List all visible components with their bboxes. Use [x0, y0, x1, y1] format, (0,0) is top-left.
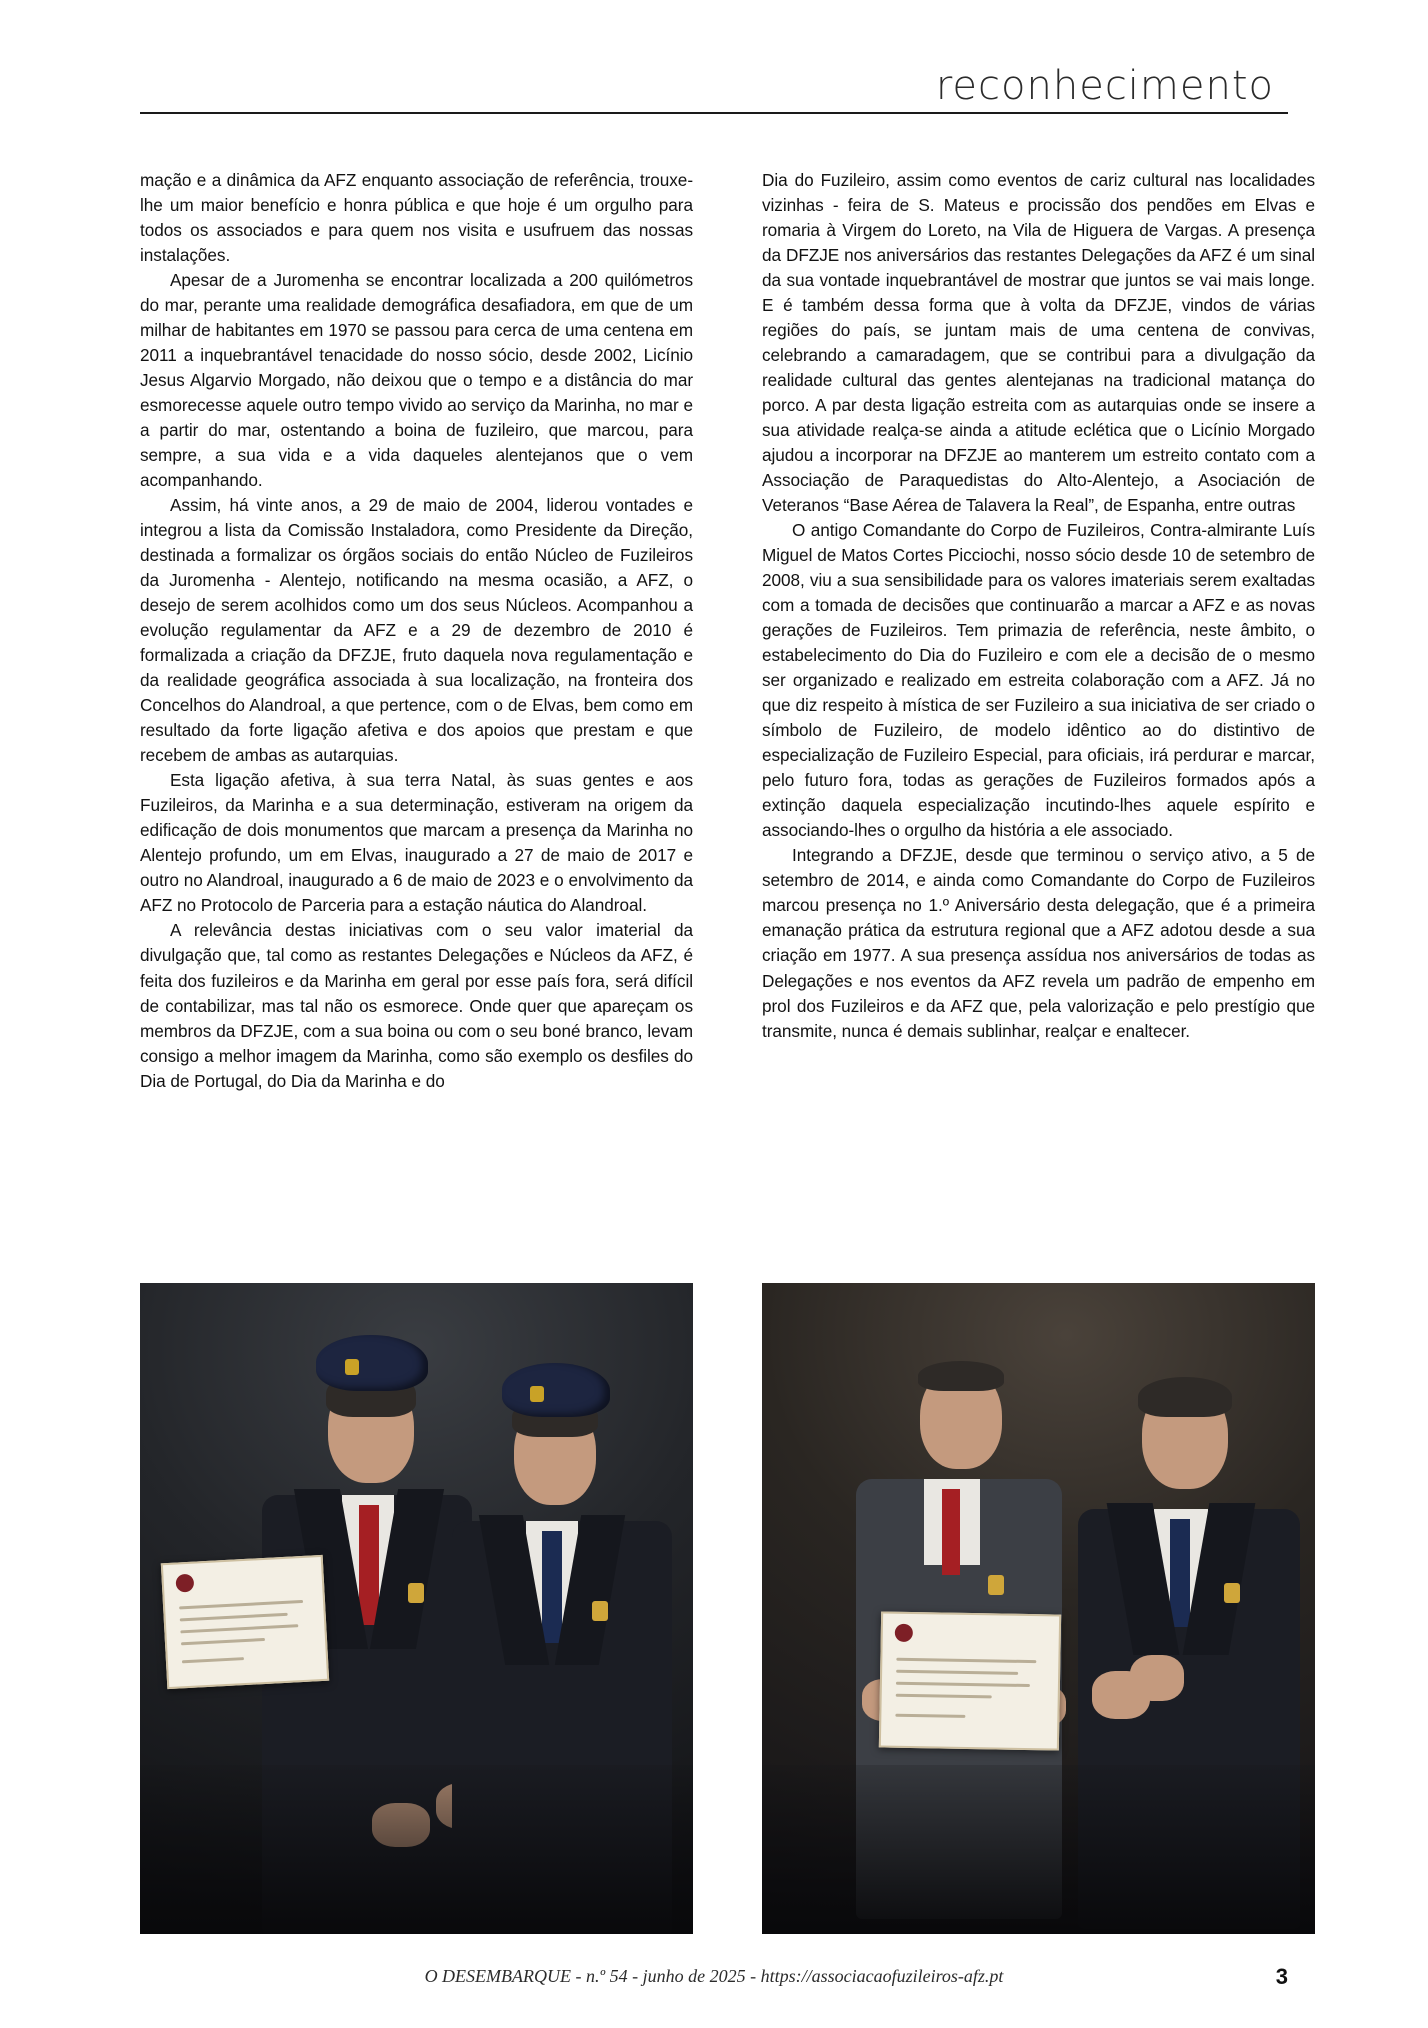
- body-column-left: [140, 168, 693, 1094]
- footer-publication-info: O DESEMBARQUE - n.º 54 - junho de 2025 - https://associacaofuzileiros-afz.pt: [424, 1966, 1004, 1986]
- paragraph: Esta ligação afetiva, à sua terra Natal, às suas gentes e aos Fuzileiros, da Marinha e a sua determinação, estiveram na origem da edificação de dois monumentos que marcam a presença da Marinha no Alentejo profundo, um em Elvas, inaugurado a 27 de maio de 2017 e outro no Alandroal, inaugurado a 6 de maio de 2023 e o envolvimento da AFZ no Protocolo de Parceria para a estação náutica do Alandroal.: [140, 770, 693, 916]
- photo-left: [140, 1283, 693, 1934]
- paragraph: Assim, há vinte anos, a 29 de maio de 2004, liderou vontades e integrou a lista da Comissão Instaladora, como Presidente da Direção, destinada a formalizar os órgãos sociais do então Núcleo de Fuzileiros da Juromenha - Alentejo, notificando na mesma ocasião, a AFZ, o desejo de serem acolhidos como um dos seus Núcleos. Acompanhou a evolução regulamentar da AFZ e a 29 de dezembro de 2010 é formalizada a criação da DFZJE, fruto daquela nova regulamentação e da realidade geográfica associada à sua localização, na fronteira dos Concelhos do Alandroal, a que pertence, com o de Elvas, bem como em resultado da forte ligação afetiva e dos apoios que prestam e que recebem de ambas as autarquias.: [140, 495, 693, 766]
- page-header: [140, 60, 1288, 120]
- photo-certificate: [879, 1611, 1061, 1750]
- photo-foreground-shadow: [762, 1765, 1315, 1934]
- paragraph: mação e a dinâmica da AFZ enquanto associação de referência, trouxe-lhe um maior benefício e honra pública e que hoje é um orgulho para todos os associados e para quem nos visita e usufruem das nossas instalações.: [140, 170, 693, 266]
- photo-certificate: [161, 1555, 329, 1689]
- photo-right: [762, 1283, 1315, 1934]
- page-number: 3: [1275, 1964, 1288, 1989]
- photo-foreground-shadow: [140, 1765, 693, 1934]
- paragraph: Apesar de a Juromenha se encontrar localizada a 200 quilómetros do mar, perante uma realidade demográfica desafiadora, em que de um milhar de habitantes em 1970 se passou para cerca de uma centena em 2011 a inquebrantável tenacidade do nosso sócio, desde 2002, Licínio Jesus Algarvio Morgado, não deixou que o tempo e a distância do mar esmorecesse aquele outro tempo vivido ao serviço da Marinha, no mar e a partir do mar, ostentando a boina de fuzileiro, que marcou, para sempre, a sua vida e a vida daqueles alentejanos que o vem acompanhando.: [140, 270, 693, 491]
- paragraph: A relevância destas iniciativas com o seu valor imaterial da divulgação que, tal como as restantes Delegações e Núcleos da AFZ, é feita dos fuzileiros e da Marinha em geral por esse país fora, será difícil de contabilizar, mas tal não os esmorece. Onde quer que apareçam os membros da DFZJE, com a sua boina ou com o seu boné branco, levam consigo a melhor imagem da Marinha, como são exemplo os desfiles do Dia de Portugal, do Dia da Marinha e do: [140, 920, 693, 1091]
- paragraph: Integrando a DFZJE, desde que terminou o serviço ativo, a 5 de setembro de 2014, e ainda como Comandante do Corpo de Fuzileiros marcou presença no 1.º Aniversário desta delegação, que é a primeira emanação prática da estrutura regional que a AFZ adotou desde a sua criação em 1977. A sua presença assídua nos aniversários de todas as Delegações e nos eventos da AFZ revela um padrão de empenho em prol dos Fuzileiros e da AFZ que, pela valorização e pelo prestígio que transmite, nunca é demais sublinhar, realçar e enaltecer.: [762, 845, 1315, 1041]
- header-divider: [140, 112, 1288, 114]
- section-title: reconhecimento: [918, 60, 1288, 112]
- page-footer: [140, 1966, 1288, 1996]
- body-column-right: [762, 168, 1315, 1044]
- paragraph: Dia do Fuzileiro, assim como eventos de cariz cultural nas localidades vizinhas - feira de S. Mateus e procissão dos pendões em Elvas e romaria à Virgem do Loreto, na Vila de Higuera de Vargas. A presença da DFZJE nos aniversários das restantes Delegações da AFZ é um sinal da sua vontade inquebrantável de mostrar que juntos se vai mais longe. E é também dessa forma que à volta da DFZJE, vindos de várias regiões do país, se juntam mais de uma centena de convivas, celebrando a camaradagem, que se contribui para a divulgação da realidade cultural das gentes alentejanas na tradicional matança do porco. A par desta ligação estreita com as autarquias onde se insere a sua atividade realça-se ainda a atitude eclética que o Licínio Morgado ajudou a incorporar na DFZJE ao manterem um estreito contato com a Associação de Paraquedistas do Alto-Alentejo, a Asociación de Veteranos “Base Aérea de Talavera la Real”, de Espanha, entre outras: [762, 170, 1315, 516]
- paragraph: O antigo Comandante do Corpo de Fuzileiros, Contra-almirante Luís Miguel de Matos Cortes Picciochi, nosso sócio desde 10 de setembro de 2008, viu a sua sensibilidade para os valores imateriais serem exaltadas com a tomada de decisões que continuarão a marcar a AFZ e as novas gerações de Fuzileiros. Tem primazia de referência, neste âmbito, o estabelecimento do Dia do Fuzileiro e com ele a decisão de o mesmo ser organizado e realizado em estreita colaboração com a AFZ. Já no que diz respeito à mística de ser Fuzileiro a sua iniciativa de ser criado o símbolo de Fuzileiro, de modelo idêntico ao do distintivo de especialização de Fuzileiro Especial, para oficiais, irá perdurar e marcar, pelo futuro fora, todas as gerações de Fuzileiros formados após a extinção daquela especialização incutindo-lhes aquele espírito e associando-lhes o orgulho da história a ele associado.: [762, 520, 1315, 841]
